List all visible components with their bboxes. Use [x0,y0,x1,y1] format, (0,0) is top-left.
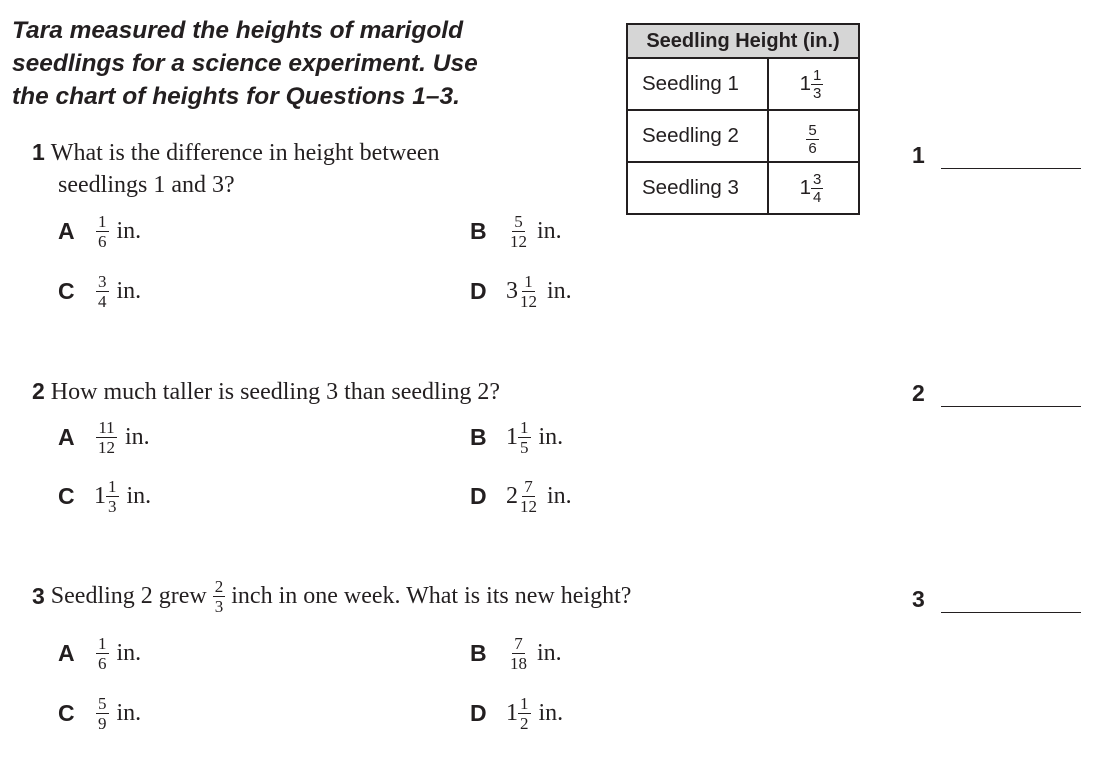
choice-a[interactable] [58,419,150,456]
fraction [106,478,119,515]
denominator: 3 [108,497,117,516]
unit: in. [538,424,564,450]
instructions-line: the chart of heights for Questions 1–3. [12,83,460,110]
choice-d[interactable] [470,478,572,515]
denominator: 6 [808,139,817,157]
choice-letter: A [58,424,75,450]
numerator: 5 [808,121,817,139]
numerator: 1 [813,66,822,84]
unit: in. [547,483,572,509]
denominator: 6 [98,232,107,251]
answer-blank[interactable] [941,592,1081,613]
choice-letter: A [58,640,75,666]
unit: in. [537,218,562,244]
question-line: inch in one week. What is its new height? [231,583,632,609]
denominator: 3 [214,597,224,616]
unit: in. [537,640,562,666]
unit: in. [116,640,142,666]
numerator: 3 [813,170,822,188]
choice-letter: C [58,700,75,726]
question-line: seedlings 1 and 3? [58,172,235,198]
choice-a[interactable] [58,213,141,250]
numerator: 1 [108,477,117,496]
seedling-name: Seedling 2 [627,110,768,162]
numerator: 7 [514,634,523,653]
question-line: Seedling 2 grew [50,583,207,609]
choice-letter: D [470,278,487,304]
choice-b[interactable] [470,635,562,672]
instructions-line: seedlings for a science experiment. Use [12,50,478,77]
seedling-name: Seedling 1 [627,58,768,110]
choice-c[interactable] [58,695,141,732]
fraction [811,68,823,101]
table-row [627,162,859,214]
fraction [96,635,109,672]
choice-letter: B [470,218,487,244]
choice-letter: D [470,483,487,509]
answer-blank[interactable] [941,148,1081,169]
instructions [12,14,572,113]
answer-blank[interactable] [941,386,1081,407]
choice-letter: A [58,218,75,244]
table-row [627,110,859,162]
whole-number: 3 [506,278,518,304]
fraction [508,213,529,250]
numerator: 3 [98,272,107,291]
fraction [96,273,109,310]
denominator: 12 [520,292,537,311]
answer-line-3[interactable] [912,586,1081,613]
question-text [32,578,631,615]
question-text [32,378,500,406]
question-text [32,139,440,167]
fraction [518,273,539,310]
denominator: 18 [510,654,527,673]
question-number: 3 [32,583,45,609]
numerator: 7 [524,477,533,496]
answer-label: 1 [912,142,925,168]
answer-line-1[interactable] [912,142,1081,169]
fraction [508,635,529,672]
denominator: 2 [520,714,529,733]
seedling-height [768,110,859,162]
question-line: How much taller is seedling 3 than seedling 2? [50,379,501,405]
question-number: 2 [32,378,45,404]
denominator: 5 [520,438,529,457]
fraction [806,123,818,156]
denominator: 4 [98,292,107,311]
question-number: 1 [32,139,45,165]
numerator: 2 [214,577,224,596]
fraction [518,478,539,515]
fraction [213,578,226,615]
denominator: 12 [520,497,537,516]
numerator: 11 [98,418,115,437]
whole-number: 2 [506,483,518,509]
choice-b[interactable] [470,419,563,456]
choice-letter: D [470,700,487,726]
numerator: 1 [520,694,529,713]
seedling-height [768,58,859,110]
unit: in. [538,700,564,726]
choice-b[interactable] [470,213,562,250]
denominator: 12 [98,438,115,457]
choice-letter: C [58,483,75,509]
whole-number: 1 [799,72,812,95]
denominator: 12 [510,232,527,251]
numerator: 1 [98,634,107,653]
seedling-name: Seedling 3 [627,162,768,214]
numerator: 1 [98,212,107,231]
table-row [627,58,859,110]
denominator: 3 [813,84,822,102]
whole-number: 1 [94,483,106,509]
numerator: 5 [514,212,523,231]
choice-letter: B [470,424,487,450]
fraction [96,213,109,250]
choice-letter: C [58,278,75,304]
choice-d[interactable] [470,695,563,732]
fraction [518,695,531,732]
denominator: 9 [98,714,107,733]
unit: in. [116,218,142,244]
unit: in. [126,483,152,509]
choice-a[interactable] [58,635,141,672]
whole-number: 1 [506,424,518,450]
answer-line-2[interactable] [912,380,1081,407]
table-header-row [627,24,859,58]
question-line: What is the difference in height between [50,140,440,166]
fraction [811,172,823,205]
fraction [96,419,117,456]
unit: in. [125,424,150,450]
unit: in. [116,278,142,304]
seedling-height [768,162,859,214]
choice-letter: B [470,640,487,666]
numerator: 5 [98,694,107,713]
unit: in. [116,700,142,726]
seedling-height-table [626,23,860,215]
numerator: 1 [520,418,529,437]
unit: in. [547,278,572,304]
choice-c[interactable] [58,273,141,310]
answer-label: 2 [912,380,925,406]
whole-number: 1 [506,700,518,726]
instructions-line: Tara measured the heights of marigold [12,17,464,44]
answer-label: 3 [912,586,925,612]
choice-c[interactable] [58,478,151,515]
table-header: Seedling Height (in.) [627,24,859,58]
denominator: 6 [98,654,107,673]
choice-d[interactable] [470,273,572,310]
numerator: 1 [524,272,533,291]
denominator: 4 [813,188,822,206]
fraction [518,419,531,456]
whole-number: 1 [799,176,812,199]
fraction [96,695,109,732]
